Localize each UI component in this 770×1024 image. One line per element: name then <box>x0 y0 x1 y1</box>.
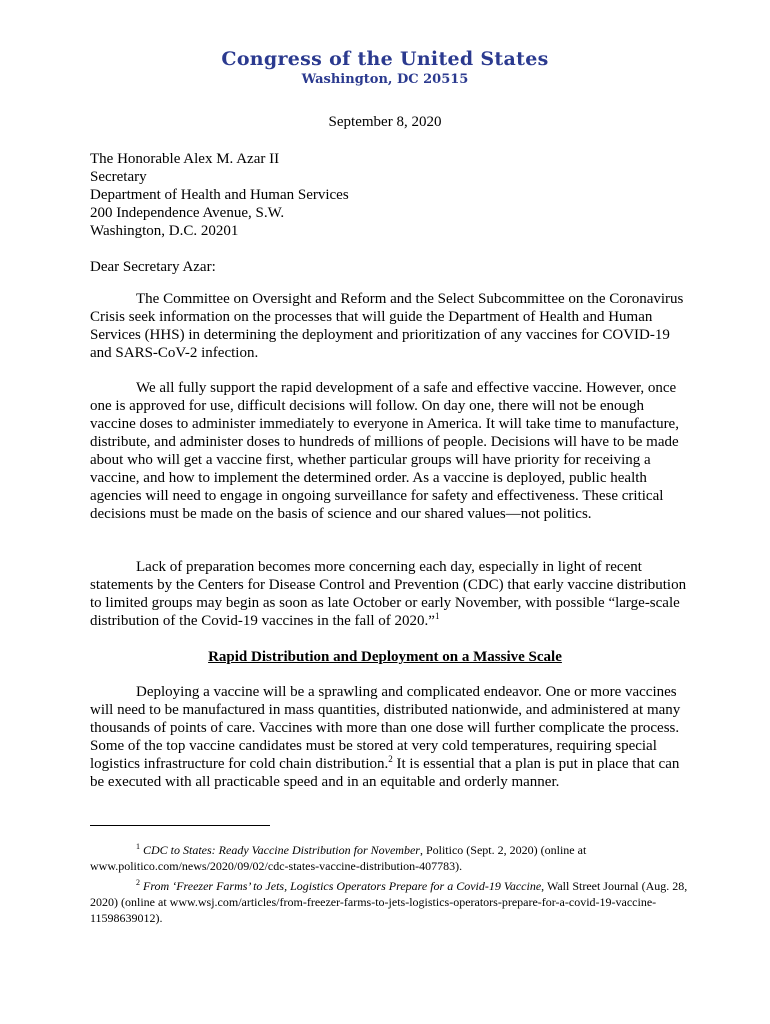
footnote-2 <box>90 878 690 926</box>
footnote-number: 2 <box>136 878 140 887</box>
footnote-source-title: CDC to States: Ready Vaccine Distribution for November <box>143 843 420 857</box>
footnote-1 <box>90 842 690 874</box>
paragraph-1 <box>90 290 690 362</box>
letterhead-title: Congress of the United States <box>221 48 549 70</box>
paragraph-text: We all fully support the rapid development of a safe and effective vaccine. However, once one is approved for use, difficult decisions will follow. On day one, there will not be enough vaccine doses to administer immediately to everyone in America. It will take time to manufacture, distribute, and administer doses to hundreds of millions of people. Decisions will have to be made about who will get a vaccine first, whether particular groups will have priority for receiving a vaccine, and how to implement the determined order. As a vaccine is deployed, public health agencies will need to engage in ongoing surveillance for safety and effectiveness. These critical decisions must be made on the basis of science and our shared values—not politics. <box>90 380 679 522</box>
footnote-separator <box>90 825 270 826</box>
paragraph-text: The Committee on Oversight and Reform and the Select Subcommittee on the Coronavirus Crisis seek information on the processes that will guide the Department of Health and Human Services (HHS) in determining the deployment and prioritization of any vaccines for COVID-19 and SARS-CoV-2 infection. <box>90 291 684 361</box>
paragraph-body: Lack of preparation becomes more concerning each day, especially in light of recent statements by the Centers for Disease Control and Prevention (CDC) that early vaccine distribution to limited groups may begin as soon as late October or early November, with possible “large-scale distribution of the Covid-19 vaccines in the fall of 2020.” <box>90 559 687 629</box>
footnote-source-detail: , Politico (Sept. 2, 2020) (online at www.politico.com/news/2020/09/02/cdc-states-vaccine-distribution-407783). <box>90 843 587 873</box>
footnote-ref-2[interactable]: 2 <box>388 754 393 764</box>
paragraph-body-cont: It is essential that a plan is put in place that can be executed with all practicable speed and in an equitable and orderly manner. <box>90 756 680 790</box>
footnote-text <box>90 878 690 926</box>
address-line: Department of Health and Human Services <box>90 187 349 203</box>
paragraph-4 <box>90 683 690 791</box>
letter-date: September 8, 2020 <box>328 114 442 130</box>
address-line: The Honorable Alex M. Azar II <box>90 151 280 167</box>
address-line: Washington, D.C. 20201 <box>90 223 239 239</box>
section-heading: Rapid Distribution and Deployment on a Massive Scale <box>208 649 562 665</box>
paragraph-3 <box>90 558 690 630</box>
salutation: Dear Secretary Azar: <box>90 259 216 275</box>
letterhead-subtitle: Washington, DC 20515 <box>301 72 469 87</box>
footnote-number: 1 <box>136 842 140 851</box>
paragraph-text <box>90 683 690 791</box>
paragraph-body: Deploying a vaccine will be a sprawling and complicated endeavor. One or more vaccines will need to be manufactured in mass quantities, distributed nationwide, and administered at many thousands of points of care. Vaccines with more than one dose will further complicate the process. Some of the top vaccine candidates must be stored at very cold temperatures, requiring special logistics infrastructure for cold chain distribution. <box>90 684 681 772</box>
paragraph-text <box>90 558 690 630</box>
address-line: Secretary <box>90 169 147 185</box>
footnote-text <box>90 842 690 874</box>
paragraph-2 <box>90 379 690 523</box>
footnote-ref-1[interactable]: 1 <box>434 611 440 621</box>
address-line: 200 Independence Avenue, S.W. <box>90 205 285 221</box>
letterhead <box>0 47 770 88</box>
recipient-address <box>90 150 690 240</box>
footnote-source-title: From ‘Freezer Farms’ to Jets, Logistics Operators Prepare for a Covid-19 Vaccine <box>143 879 542 893</box>
footnote-source-detail: , Wall Street Journal (Aug. 28, 2020) (online at www.wsj.com/articles/from-freezer-farms-to-jets-logistics-operators-prepare-for-a-covid-19-vaccine-11598639012). <box>90 879 688 925</box>
